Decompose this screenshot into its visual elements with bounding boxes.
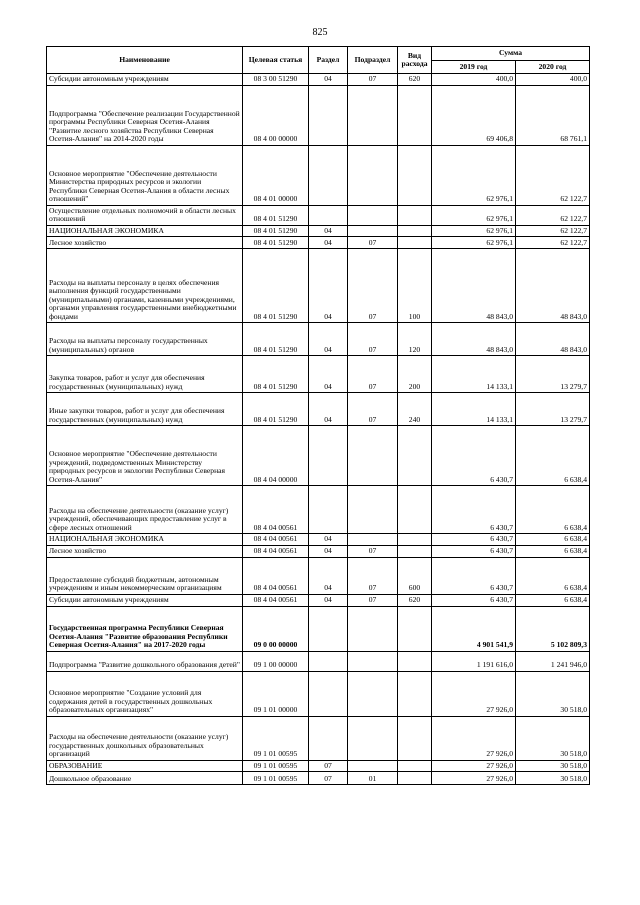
table-row	[47, 85, 590, 145]
header-expense-type: Вид расхода	[398, 47, 432, 74]
row-target-code: 09 1 01 00595	[243, 716, 309, 760]
row-section: 04	[309, 323, 348, 356]
row-expense-type	[398, 534, 432, 546]
row-sum-2020: 6 638,4	[516, 534, 590, 546]
row-subsection: 07	[348, 356, 398, 393]
row-subsection	[348, 651, 398, 671]
row-section: 04	[309, 594, 348, 606]
table-row	[47, 237, 590, 249]
row-section	[309, 716, 348, 760]
row-expense-type: 620	[398, 594, 432, 606]
table-row	[47, 545, 590, 557]
row-sum-2019: 1 191 616,0	[432, 651, 516, 671]
row-section: 07	[309, 772, 348, 785]
page-number: 825	[312, 27, 328, 38]
row-name: Дошкольное образование	[47, 772, 243, 785]
row-expense-type	[398, 237, 432, 249]
row-section	[309, 671, 348, 716]
row-sum-2019: 27 926,0	[432, 671, 516, 716]
row-expense-type	[398, 225, 432, 237]
row-sum-2019: 6 430,7	[432, 594, 516, 606]
row-target-code: 08 4 04 00561	[243, 557, 309, 594]
row-expense-type	[398, 760, 432, 772]
row-target-code: 08 4 01 51290	[243, 225, 309, 237]
row-sum-2019: 400,0	[432, 74, 516, 86]
table-row	[47, 671, 590, 716]
row-name: Расходы на обеспечение деятельности (оказание услуг) учреждений, обеспечивающих предоставление услуг в сфере лесных отношений	[47, 486, 243, 534]
row-subsection: 07	[348, 249, 398, 323]
row-sum-2019: 62 976,1	[432, 225, 516, 237]
row-name: Закупка товаров, работ и услуг для обеспечения государственных (муниципальных) нужд	[47, 356, 243, 393]
row-section	[309, 606, 348, 651]
row-name: Иные закупки товаров, работ и услуг для обеспечения государственных (муниципальных) нужд	[47, 393, 243, 426]
table-row	[47, 74, 590, 86]
row-name: НАЦИОНАЛЬНАЯ ЭКОНОМИКА	[47, 225, 243, 237]
row-target-code: 09 1 01 00000	[243, 671, 309, 716]
row-target-code: 08 3 00 51290	[243, 74, 309, 86]
table-body	[47, 74, 590, 785]
header-year-2020: 2020 год	[516, 61, 590, 74]
row-expense-type	[398, 545, 432, 557]
row-section: 04	[309, 237, 348, 249]
table-row	[47, 356, 590, 393]
row-name: Расходы на обеспечение деятельности (оказание услуг) государственных дошкольных образовательных организаций	[47, 716, 243, 760]
row-expense-type	[398, 606, 432, 651]
row-target-code: 08 4 04 00561	[243, 486, 309, 534]
row-name: Лесное хозяйство	[47, 237, 243, 249]
row-name: Основное мероприятие "Создание условий для содержания детей в государственных дошкольных образовательных организациях"	[47, 671, 243, 716]
row-expense-type	[398, 85, 432, 145]
row-subsection	[348, 716, 398, 760]
row-sum-2020: 6 638,4	[516, 486, 590, 534]
table-row	[47, 249, 590, 323]
row-section: 04	[309, 356, 348, 393]
row-subsection: 07	[348, 557, 398, 594]
table-row	[47, 716, 590, 760]
row-subsection: 07	[348, 74, 398, 86]
row-target-code: 08 4 01 51290	[243, 393, 309, 426]
row-sum-2019: 62 976,1	[432, 237, 516, 249]
row-section	[309, 205, 348, 225]
row-sum-2020: 30 518,0	[516, 716, 590, 760]
row-name: Лесное хозяйство	[47, 545, 243, 557]
row-subsection: 07	[348, 594, 398, 606]
row-subsection: 07	[348, 393, 398, 426]
row-subsection	[348, 671, 398, 716]
row-section: 07	[309, 760, 348, 772]
row-target-code: 08 4 01 51290	[243, 356, 309, 393]
row-subsection	[348, 486, 398, 534]
row-sum-2020: 6 638,4	[516, 594, 590, 606]
row-section: 04	[309, 74, 348, 86]
row-target-code: 08 4 01 00000	[243, 145, 309, 205]
row-expense-type	[398, 716, 432, 760]
row-sum-2020: 62 122,7	[516, 225, 590, 237]
row-name: Осуществление отдельных полномочий в области лесных отношений	[47, 205, 243, 225]
header-subsection: Подраздел	[348, 47, 398, 74]
row-expense-type: 200	[398, 356, 432, 393]
row-expense-type: 240	[398, 393, 432, 426]
row-name: Подпрограмма "Обеспечение реализации Государственной программы Республики Северная Осетия-Алания "Развитие лесного хозяйства Республики Северная Осетия-Алания" на 2014-2020 годы	[47, 85, 243, 145]
header-name: Наименование	[47, 47, 243, 74]
table-row	[47, 426, 590, 486]
row-target-code: 08 4 01 51290	[243, 205, 309, 225]
row-expense-type: 600	[398, 557, 432, 594]
row-name: Подпрограмма "Развитие дошкольного образования детей"	[47, 651, 243, 671]
row-target-code: 09 1 01 00595	[243, 760, 309, 772]
row-name: Субсидии автономным учреждениям	[47, 74, 243, 86]
row-target-code: 09 1 00 00000	[243, 651, 309, 671]
row-name: Субсидии автономным учреждениям	[47, 594, 243, 606]
table-header	[47, 47, 590, 74]
row-subsection: 01	[348, 772, 398, 785]
row-section: 04	[309, 557, 348, 594]
row-sum-2020: 13 279,7	[516, 393, 590, 426]
row-sum-2020: 30 518,0	[516, 671, 590, 716]
row-sum-2019: 62 976,1	[432, 205, 516, 225]
row-sum-2019: 27 926,0	[432, 760, 516, 772]
table-row	[47, 772, 590, 785]
row-target-code: 08 4 00 00000	[243, 85, 309, 145]
row-sum-2019: 48 843,0	[432, 323, 516, 356]
row-target-code: 08 4 04 00561	[243, 594, 309, 606]
row-expense-type	[398, 772, 432, 785]
row-section: 04	[309, 534, 348, 546]
row-subsection: 07	[348, 237, 398, 249]
row-sum-2019: 48 843,0	[432, 249, 516, 323]
row-subsection	[348, 85, 398, 145]
row-expense-type	[398, 651, 432, 671]
table-row	[47, 534, 590, 546]
row-sum-2019: 6 430,7	[432, 426, 516, 486]
row-sum-2020: 400,0	[516, 74, 590, 86]
row-section	[309, 651, 348, 671]
row-subsection	[348, 760, 398, 772]
row-expense-type	[398, 671, 432, 716]
row-target-code: 08 4 01 51290	[243, 249, 309, 323]
row-sum-2020: 48 843,0	[516, 323, 590, 356]
row-sum-2020: 62 122,7	[516, 145, 590, 205]
table-row	[47, 205, 590, 225]
row-target-code: 09 0 00 00000	[243, 606, 309, 651]
row-name: Основное мероприятие "Обеспечение деятельности Министерства природных ресурсов и экологии Республики Северная Осетия-Алания в области лесных отношений"	[47, 145, 243, 205]
row-name: Расходы на выплаты персоналу государственных (муниципальных) органов	[47, 323, 243, 356]
row-sum-2019: 27 926,0	[432, 772, 516, 785]
row-sum-2019: 4 901 541,9	[432, 606, 516, 651]
row-sum-2020: 1 241 946,0	[516, 651, 590, 671]
row-sum-2020: 30 518,0	[516, 772, 590, 785]
row-subsection	[348, 426, 398, 486]
row-section: 04	[309, 545, 348, 557]
row-target-code: 08 4 01 51290	[243, 323, 309, 356]
row-target-code: 08 4 04 00561	[243, 534, 309, 546]
budget-table	[46, 46, 590, 785]
row-section: 04	[309, 393, 348, 426]
row-sum-2020: 6 638,4	[516, 426, 590, 486]
header-sum: Сумма	[432, 47, 590, 61]
row-sum-2019: 62 976,1	[432, 145, 516, 205]
row-name: ОБРАЗОВАНИЕ	[47, 760, 243, 772]
row-name: НАЦИОНАЛЬНАЯ ЭКОНОМИКА	[47, 534, 243, 546]
row-sum-2019: 27 926,0	[432, 716, 516, 760]
row-expense-type: 120	[398, 323, 432, 356]
row-subsection	[348, 145, 398, 205]
row-section	[309, 486, 348, 534]
row-name: Предоставление субсидий бюджетным, автономным учреждениям и иным некоммерческим организациям	[47, 557, 243, 594]
row-section	[309, 85, 348, 145]
row-subsection	[348, 225, 398, 237]
row-expense-type: 620	[398, 74, 432, 86]
row-target-code: 09 1 01 00595	[243, 772, 309, 785]
header-year-2019: 2019 год	[432, 61, 516, 74]
row-sum-2019: 6 430,7	[432, 486, 516, 534]
row-expense-type	[398, 486, 432, 534]
row-name: Основное мероприятие "Обеспечение деятельности учреждений, подведомственных Министерству природных ресурсов и экологии Республики Северная Осетия-Алания"	[47, 426, 243, 486]
row-expense-type	[398, 426, 432, 486]
row-sum-2020: 62 122,7	[516, 237, 590, 249]
row-section	[309, 426, 348, 486]
row-name: Государственная программа Республики Северная Осетия-Алания "Развитие образования Республики Северная Осетия-Алания" на 2017-2020 годы	[47, 606, 243, 651]
table-row	[47, 393, 590, 426]
row-sum-2020: 48 843,0	[516, 249, 590, 323]
header-section: Раздел	[309, 47, 348, 74]
row-subsection	[348, 606, 398, 651]
row-sum-2019: 14 133,1	[432, 393, 516, 426]
table-row	[47, 225, 590, 237]
table-row	[47, 145, 590, 205]
table-row	[47, 760, 590, 772]
row-sum-2020: 6 638,4	[516, 545, 590, 557]
table-row	[47, 557, 590, 594]
table-row	[47, 651, 590, 671]
row-subsection	[348, 534, 398, 546]
row-sum-2020: 68 761,1	[516, 85, 590, 145]
row-sum-2019: 6 430,7	[432, 545, 516, 557]
row-sum-2020: 6 638,4	[516, 557, 590, 594]
table-row	[47, 323, 590, 356]
row-section: 04	[309, 225, 348, 237]
row-name: Расходы на выплаты персоналу в целях обеспечения выполнения функций государственными (муниципальными) органами, казенными учреждениями, органами управления государственными внебюджетными фондами	[47, 249, 243, 323]
row-sum-2019: 6 430,7	[432, 557, 516, 594]
row-sum-2020: 5 102 809,3	[516, 606, 590, 651]
row-subsection	[348, 205, 398, 225]
row-sum-2019: 6 430,7	[432, 534, 516, 546]
table-row	[47, 486, 590, 534]
header-target: Целевая статья	[243, 47, 309, 74]
row-target-code: 08 4 04 00000	[243, 426, 309, 486]
row-sum-2020: 62 122,7	[516, 205, 590, 225]
row-section: 04	[309, 249, 348, 323]
row-sum-2019: 69 406,8	[432, 85, 516, 145]
row-section	[309, 145, 348, 205]
row-sum-2020: 30 518,0	[516, 760, 590, 772]
row-sum-2020: 13 279,7	[516, 356, 590, 393]
row-target-code: 08 4 01 51290	[243, 237, 309, 249]
table-row	[47, 606, 590, 651]
row-expense-type	[398, 205, 432, 225]
row-target-code: 08 4 04 00561	[243, 545, 309, 557]
row-subsection: 07	[348, 545, 398, 557]
table-row	[47, 594, 590, 606]
row-sum-2019: 14 133,1	[432, 356, 516, 393]
row-expense-type: 100	[398, 249, 432, 323]
row-expense-type	[398, 145, 432, 205]
row-subsection: 07	[348, 323, 398, 356]
